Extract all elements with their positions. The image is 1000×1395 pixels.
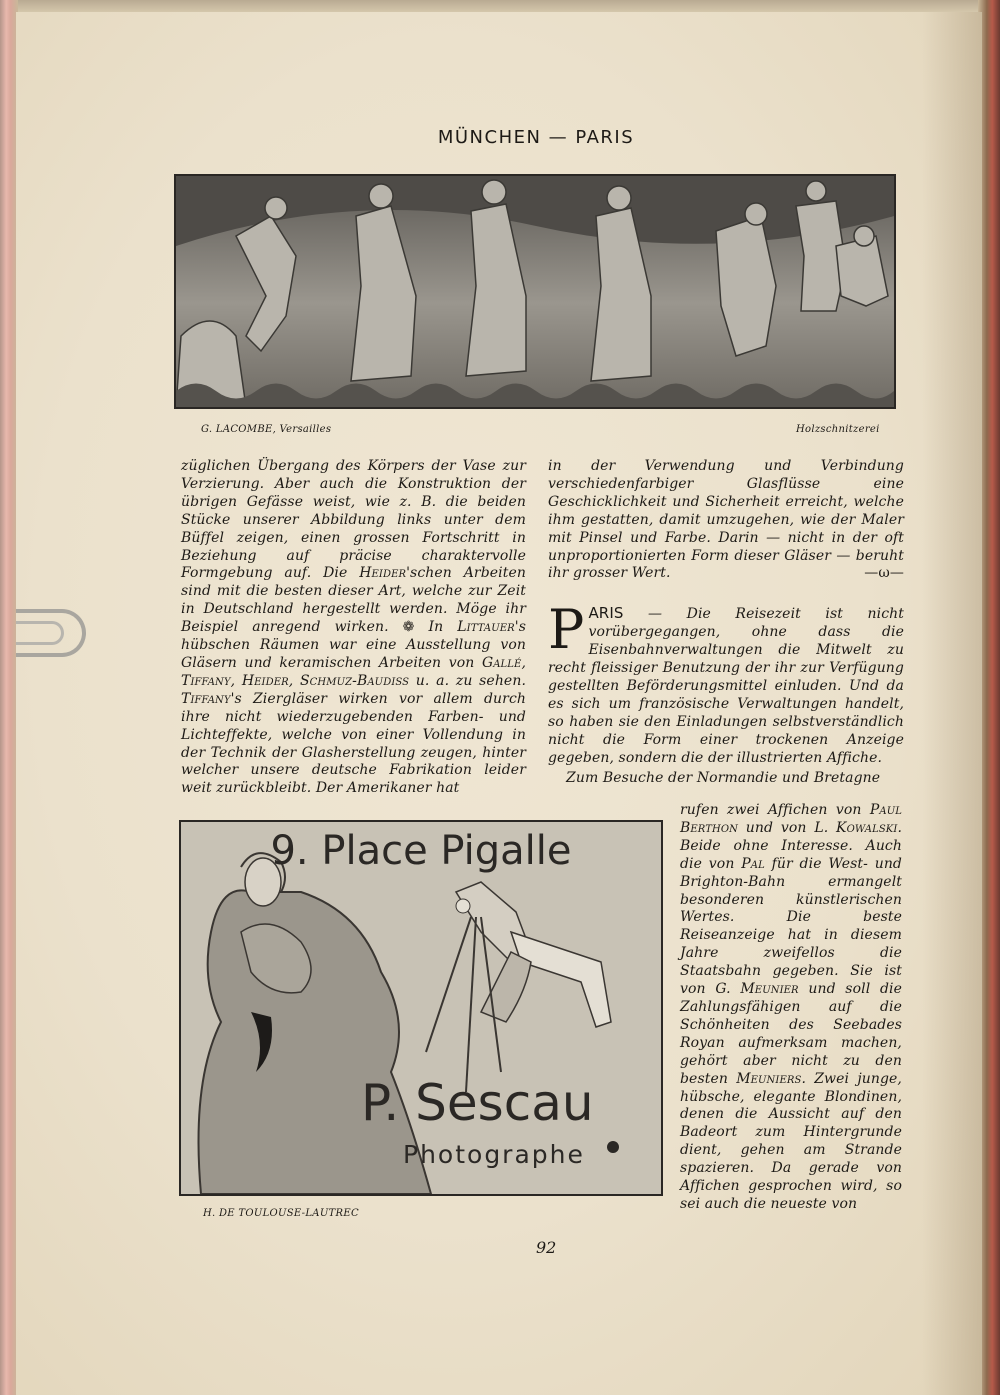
right-narrow-column <box>680 802 902 1214</box>
name-heider: Heider <box>359 565 407 582</box>
running-title: MÜNCHEN — PARIS <box>437 127 635 148</box>
relief-carving-figures <box>176 176 894 407</box>
names-artists: Gallé, Tiffany, Heider, Schmuz-Baudiss <box>181 654 526 689</box>
normandie-lead: Zum Besuche der Normandie und Bretagne <box>566 769 881 786</box>
book-page <box>16 12 982 1395</box>
name-meuniers: Meuniers <box>736 1070 802 1087</box>
poster-caption-artist: H. DE TOULOUSE-LAUTREC <box>203 1208 359 1219</box>
right-paragraph-glass: in der Verwendung und Verbindung verschiedenfarbiger Glasflüsse eine Geschicklichkeit und Sicherheit erreicht, welche ihm gestatten, damit umzugehen, wie der Maler mit Pinsel und Farbe. Darin — nicht in der oft unproportionierten Form dieser Gläser — beruht ihr grosser Wert. —ω— <box>548 458 904 582</box>
poster-image <box>179 820 663 1196</box>
name-paul-berthon: Paul Berthon <box>680 802 902 836</box>
section-end-mark: —ω— <box>864 565 904 582</box>
left-paragraph: züglichen Übergang des Körpers der Vase zur Verzierung. Aber auch die Konstruktion der übrigen Gefässe weist, wie z. B. die beiden Stücke unserer Abbildung links unter dem Büffel zeigen, einen grossen Fortschritt in Beziehung auf präcise charaktervolle Formgebung auf. Die Heider'schen Arbeiten sind mit die besten dieser Art, welche zur Zeit in Deutschland hergestellt werden. Möge ihr Beispiel anregend wirken. ❁ In Littauer's hübschen Räumen war eine Ausstellung von Gläsern und keramischen Arbeiten von Gallé, Tiffany, Heider, Schmuz-Baudiss u. a. zu sehen. Tiffany's Ziergläser wirken vor allem durch ihre nicht wiederzugebenden Farben- und Lichteffekte, welche von einer Vollendung in der Technik der Glasherstellung zeugen, hinter welcher unsere deutsche Fabrikation leider weit zurückbleibt. Der Amerikaner hat <box>181 458 526 797</box>
relief-caption-artist: G. LACOMBE, Versailles <box>201 424 332 435</box>
name-littauer: Littauer <box>457 619 515 636</box>
paris-paragraph: PARIS — Die Reisezeit ist nicht vorübergegangen, ohne dass die Eisenbahnverwaltungen die Mitwelt zu recht fleissiger Benutzung der ihr zur Verfügung gestellten Beförderungsmittel einluden. Und da es sich um französische Verwaltungen handelt, so haben sie den Einladungen selbstverständlich nicht die Form einer trockenen Anzeige gegeben, sondern die der illustrierten Affiche. <box>548 598 904 766</box>
right-text-column <box>548 458 904 787</box>
poster-subtitle: Photographe <box>403 1140 585 1169</box>
poster-name: P. Sescau <box>361 1074 594 1132</box>
ornament-icon: ❁ <box>402 619 415 636</box>
relief-caption-technique: Holzschnitzerei <box>796 424 880 435</box>
drop-cap: P <box>548 598 585 662</box>
paris-word: ARIS <box>588 604 624 623</box>
poster-title: 9. Place Pigalle <box>270 828 572 874</box>
left-text-column <box>181 458 526 798</box>
poster-illustration <box>181 822 661 1194</box>
page-number: 92 <box>536 1238 557 1257</box>
name-kowalski: L. Kowalski <box>814 819 898 836</box>
name-meunier: G. Meunier <box>715 981 799 998</box>
poster-paragraph: rufen zwei Affichen von Paul Berthon und von L. Kowalski. Beide ohne Interesse. Auch die von Pal für die West- und Brighton-Bahn ermangelt besonderen künstlerischen Wertes. Die beste Reiseanzeige hat in diesem Jahre zweifellos die Staatsbahn gegeben. Sie ist von G. Meunier und soll die Zahlungsfähigen auf die Schönheiten des Seebades Royan aufmerksam machen, gehört aber nicht zu den besten Meuniers. Zwei junge, hübsche, elegante Blondinen, denen die Aussicht auf den Badeort zum Hintergrunde dient, gehen am Strande spazieren. Da gerade von Affichen gesprochen wird, so sei auch die neueste von <box>680 802 902 1212</box>
paper-clip-icon <box>16 609 86 657</box>
relief-image <box>174 174 896 409</box>
name-pal: Pal <box>741 855 765 872</box>
name-tiffany: Tiffany <box>181 690 231 707</box>
